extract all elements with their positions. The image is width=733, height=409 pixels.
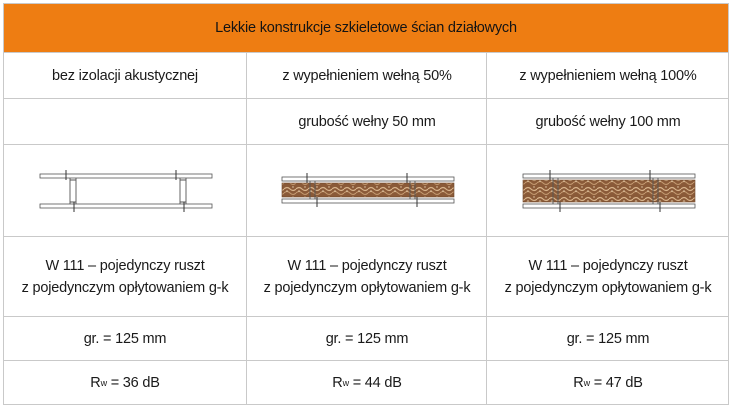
column-heading: z wypełnieniem wełną 100% xyxy=(486,53,729,99)
system-name-cell xyxy=(486,237,729,317)
column-heading: bez izolacji akustycznej xyxy=(52,68,198,84)
table-title: Lekkie konstrukcje szkieletowe ścian działowych xyxy=(4,4,728,52)
rw-cell xyxy=(4,361,246,405)
system-name-cell xyxy=(246,237,487,317)
system-name-line: W 111 – pojedynczy ruszt xyxy=(528,258,688,274)
rw-symbol: R xyxy=(332,375,343,391)
insulation-cell: grubość wełny 100 mm xyxy=(486,99,729,145)
rw-subscript: w xyxy=(100,378,107,388)
comparison-table xyxy=(3,3,729,405)
thickness-row xyxy=(4,316,728,361)
system-name-line: z pojedynczym opłytowaniem g-k xyxy=(21,280,229,296)
insulation-cell: grubość wełny 50 mm xyxy=(246,99,487,145)
wool-full-filled-wall-diagram xyxy=(513,166,703,216)
system-name-row xyxy=(4,236,728,317)
insulation-row xyxy=(4,98,728,145)
system-name-line: W 111 – pojedynczy ruszt xyxy=(287,258,447,274)
system-name-line: z pojedynczym opłytowaniem g-k xyxy=(504,280,712,296)
column-heading: z wypełnieniem wełną 50% xyxy=(246,53,487,99)
rw-cell xyxy=(486,361,729,405)
diagram-cell xyxy=(486,145,729,237)
thickness-cell: gr. = 125 mm xyxy=(486,317,729,361)
system-name-cell xyxy=(4,237,246,317)
rw-symbol: R xyxy=(90,375,101,391)
insulation-cell xyxy=(4,99,246,145)
rw-value: = 36 dB xyxy=(106,375,160,391)
thickness-cell: gr. = 125 mm xyxy=(83,331,167,347)
diagram-cell xyxy=(246,145,487,237)
system-name-line: W 111 – pojedynczy ruszt xyxy=(45,258,205,274)
rw-value: = 47 dB xyxy=(589,375,643,391)
empty-frame-wall-diagram xyxy=(30,166,220,216)
wool-half-filled-wall-diagram xyxy=(272,166,462,216)
rw-cell xyxy=(246,361,487,405)
diagram-cell xyxy=(4,145,246,237)
rw-subscript: w xyxy=(583,378,590,388)
system-name-line: z pojedynczym opłytowaniem g-k xyxy=(263,280,471,296)
diagram-row xyxy=(4,144,728,237)
sound-insulation-row xyxy=(4,360,728,405)
rw-value: = 44 dB xyxy=(348,375,402,391)
heading-row xyxy=(4,52,728,99)
rw-subscript: w xyxy=(342,378,349,388)
thickness-cell: gr. = 125 mm xyxy=(246,317,487,361)
rw-symbol: R xyxy=(573,375,584,391)
